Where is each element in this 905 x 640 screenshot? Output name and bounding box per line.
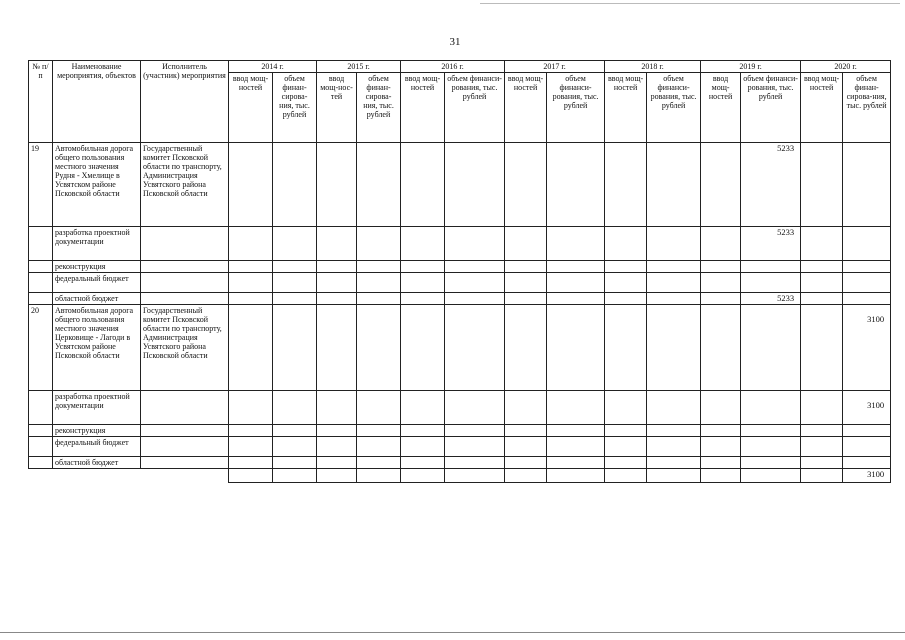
sub-header-input: ввод мощ-ностей <box>605 73 647 143</box>
col-header-year: 2018 г. <box>605 61 701 73</box>
row-name: реконструкция <box>53 261 141 273</box>
row-name: разработка проектной документации <box>53 391 141 425</box>
table-row <box>29 457 891 469</box>
col-header-year: 2017 г. <box>505 61 605 73</box>
row-name: Автомобильная дорога общего пользования местного значения Рудня - Хмелище в Усвятском районе Псковской области <box>53 143 141 227</box>
table-row <box>29 391 891 425</box>
table-row <box>29 273 891 293</box>
program-table <box>28 60 891 483</box>
row-name: реконструкция <box>53 425 141 437</box>
sub-header-finance: объем финанси-рования, тыс. рублей <box>741 73 801 143</box>
header-row-years <box>29 61 891 73</box>
table-row <box>29 227 891 261</box>
table-row <box>29 425 891 437</box>
table-row <box>29 305 891 391</box>
row-name: областной бюджет <box>53 457 141 469</box>
row-name: разработка проектной документации <box>53 227 141 261</box>
col-header-executor: Исполнитель (участник) мероприятия <box>141 61 229 143</box>
table-row <box>29 261 891 273</box>
sub-header-input: ввод мощ-ностей <box>401 73 445 143</box>
col-header-year: 2014 г. <box>229 61 317 73</box>
value-2020: 3100 <box>843 305 891 391</box>
value-2019: 5233 <box>741 227 801 261</box>
sub-header-input: ввод мощ-ностей <box>701 73 741 143</box>
sub-header-input: ввод мощ-ностей <box>229 73 273 143</box>
sub-header-finance: объем финанси-рования, тыс. рублей <box>647 73 701 143</box>
scan-edge-bottom <box>0 632 905 633</box>
row-name: областной бюджет <box>53 293 141 305</box>
sub-header-input: ввод мощ-нос-тей <box>317 73 357 143</box>
row-number: 20 <box>29 305 53 391</box>
table-row <box>29 143 891 227</box>
col-header-year: 2020 г. <box>801 61 891 73</box>
col-header-name: Наименование мероприятия, объектов <box>53 61 141 143</box>
value-2019: 5233 <box>741 143 801 227</box>
sub-header-finance: объем финан-сирова-ния, тыс. рублей <box>273 73 317 143</box>
col-header-year: 2019 г. <box>701 61 801 73</box>
sub-header-input: ввод мощ-ностей <box>801 73 843 143</box>
sub-header-finance: объем финан-сирова-ния, тыс. рублей <box>357 73 401 143</box>
value-2020: 3100 <box>843 391 891 425</box>
value-2019: 5233 <box>741 293 801 305</box>
table-row <box>29 469 891 483</box>
row-executor: Государственный комитет Псковской области по транспорту, Администрация Усвятского района Псковской области <box>141 305 229 391</box>
sub-header-input: ввод мощ-ностей <box>505 73 547 143</box>
col-header-year: 2016 г. <box>401 61 505 73</box>
sub-header-finance: объем финанси-рования, тыс. рублей <box>445 73 505 143</box>
scan-edge-top <box>480 3 900 4</box>
row-name: федеральный бюджет <box>53 273 141 293</box>
row-name: федеральный бюджет <box>53 437 141 457</box>
page-number: 31 <box>449 36 461 48</box>
sub-header-finance: объем финанси-рования, тыс. рублей <box>547 73 605 143</box>
col-header-num: № п/п <box>29 61 53 143</box>
row-number: 19 <box>29 143 53 227</box>
col-header-year: 2015 г. <box>317 61 401 73</box>
sub-header-finance: объем финан-сирова-ния, тыс. рублей <box>843 73 891 143</box>
row-name: Автомобильная дорога общего пользования местного значения Церковище - Лагоди в Усвятском районе Псковской области <box>53 305 141 391</box>
row-executor: Государственный комитет Псковской области по транспорту, Администрация Усвятского района Псковской области <box>141 143 229 227</box>
table-row <box>29 293 891 305</box>
table-row <box>29 437 891 457</box>
value-2020: 3100 <box>843 469 891 483</box>
